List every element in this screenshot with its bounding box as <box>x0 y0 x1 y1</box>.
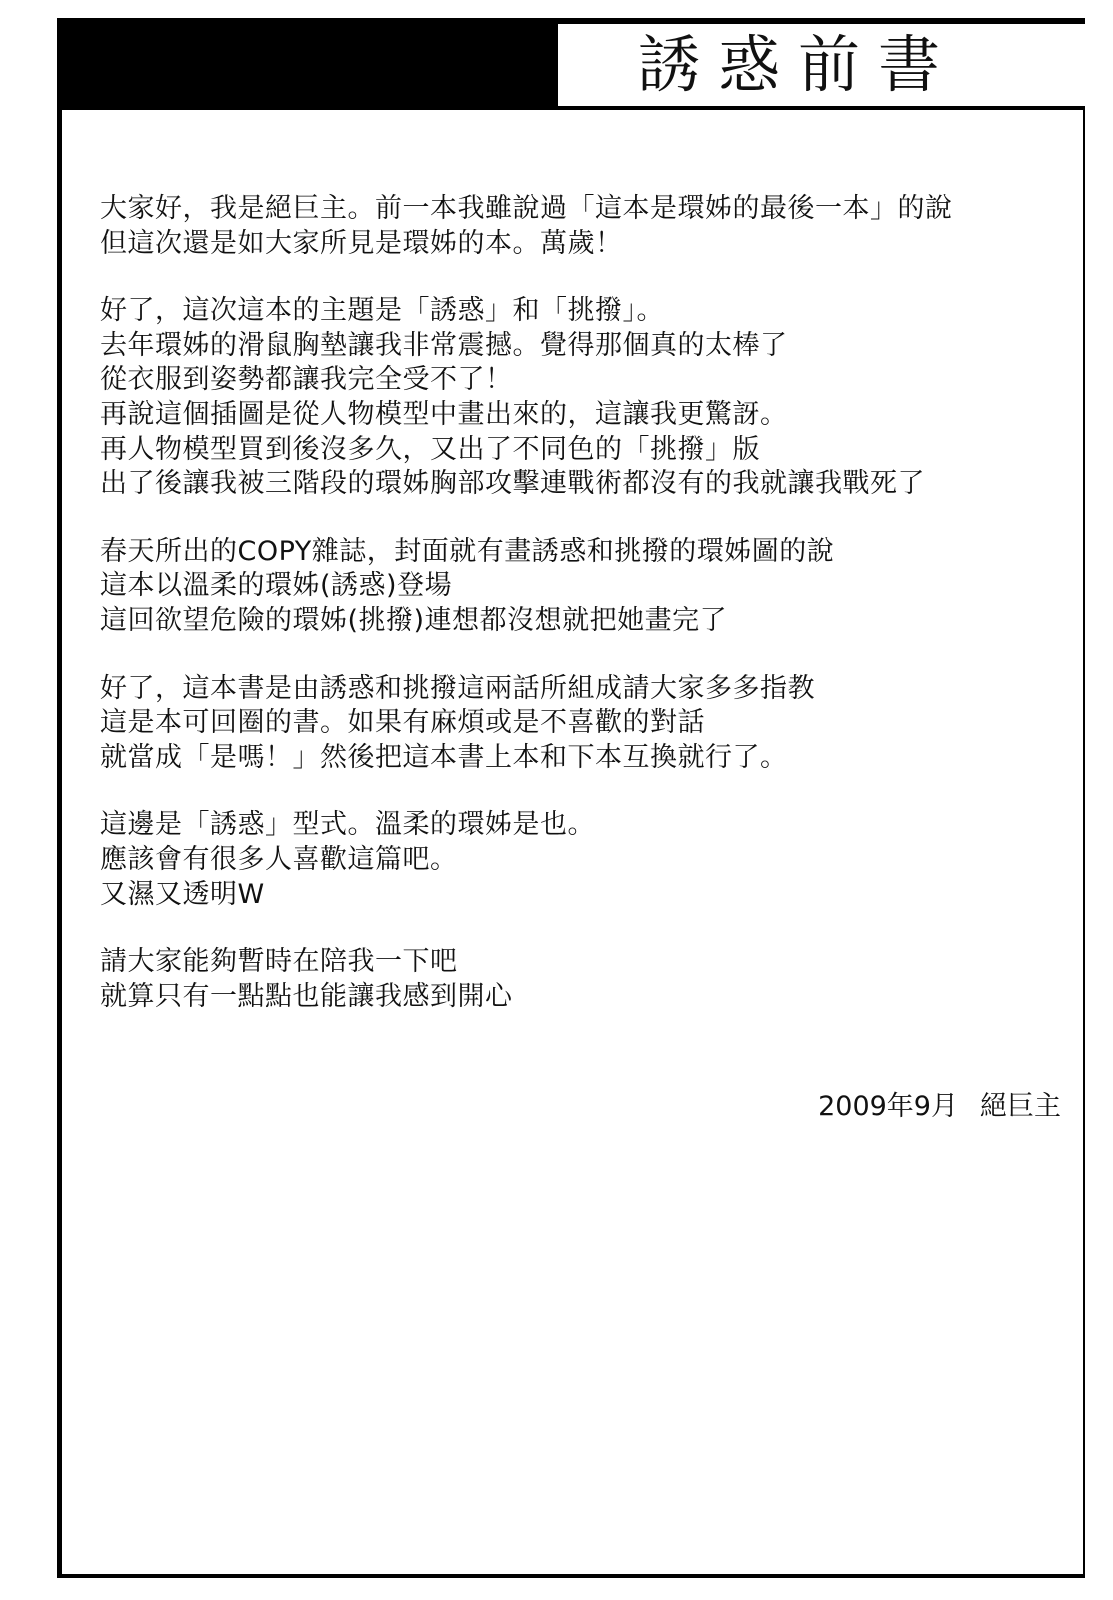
text-line: 春天所出的COPY雜誌，封面就有畫誘惑和挑撥的環姊圖的說 <box>100 535 835 567</box>
text-line: 就當成「是嗎！」然後把這本書上本和下本互換就行了。 <box>100 741 788 773</box>
text-line: 但這次還是如大家所見是環姊的本。萬歲！ <box>100 227 623 259</box>
text-line: 應該會有很多人喜歡這篇吧。 <box>100 843 458 875</box>
text-line: 這邊是「誘惑」型式。溫柔的環姊是也。 <box>100 809 595 841</box>
text-line: 再說這個插圖是從人物模型中畫出來的，這讓我更驚訝。 <box>100 398 788 430</box>
signature-date: 2009年9月 <box>818 1091 958 1122</box>
text-line: 請大家能夠暫時在陪我一下吧 <box>100 946 458 978</box>
text-line: 又濕又透明W <box>100 878 265 910</box>
text-line: 好了，這本書是由誘惑和挑撥這兩話所組成請大家多多指教 <box>100 672 815 704</box>
text-line: 從衣服到姿勢都讓我完全受不了！ <box>100 364 513 396</box>
text-line: 這本以溫柔的環姊(誘惑)登場 <box>100 570 453 602</box>
paragraph-style <box>100 808 1090 912</box>
body-text <box>100 192 1090 1047</box>
header-title-box <box>556 24 1089 106</box>
text-line: 好了，這次這本的主題是「誘惑」和「挑撥」。 <box>100 295 664 327</box>
paragraph-greeting <box>100 192 1090 261</box>
signature-author: 絕巨主 <box>980 1091 1061 1122</box>
signature <box>818 1090 1061 1124</box>
text-line: 就算只有一點點也能讓我感到開心 <box>100 980 513 1012</box>
paragraph-magazine <box>100 535 1090 639</box>
paragraph-structure <box>100 672 1090 776</box>
page-title: 誘惑前書 <box>638 28 959 101</box>
text-line: 再人物模型買到後沒多久，又出了不同色的「挑撥」版 <box>100 433 760 465</box>
text-line: 去年環姊的滑鼠胸墊讓我非常震撼。覺得那個真的太棒了 <box>100 329 788 361</box>
paragraph-theme <box>100 294 1090 502</box>
text-line: 這回欲望危險的環姊(挑撥)連想都沒想就把她畫完了 <box>100 604 728 636</box>
text-line: 出了後讓我被三階段的環姊胸部攻擊連戰術都沒有的我就讓我戰死了 <box>100 468 925 500</box>
paragraph-closing <box>100 945 1090 1014</box>
text-line: 這是本可回圈的書。如果有麻煩或是不喜歡的對話 <box>100 707 705 739</box>
text-line: 大家好，我是絕巨主。前一本我雖說過「這本是環姊的最後一本」的說 <box>100 193 953 224</box>
